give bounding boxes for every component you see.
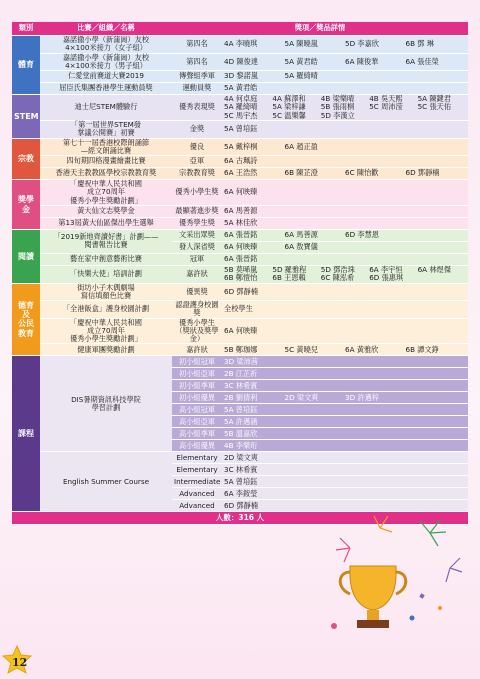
award-name: Intermediate bbox=[172, 476, 222, 488]
table-row bbox=[12, 156, 468, 168]
award-detail-cell bbox=[222, 156, 468, 168]
category-cell: 體育 bbox=[12, 36, 40, 95]
award-detail-cell bbox=[222, 488, 468, 500]
recipient: 2B 江芷祈 bbox=[224, 368, 258, 378]
recipient: 5A 戴梓桐 bbox=[224, 141, 258, 151]
recipient-list bbox=[224, 466, 466, 474]
header-award-detail: 獎項／獎品詳情 bbox=[172, 22, 468, 36]
award-detail-cell bbox=[222, 428, 468, 440]
table-row bbox=[12, 180, 468, 206]
recipient-list bbox=[224, 394, 466, 402]
award-name: Advanced bbox=[172, 500, 222, 512]
award-name: Elementary bbox=[172, 464, 222, 476]
award-detail-cell bbox=[222, 452, 468, 464]
recipient: 6A 王浩然 bbox=[224, 168, 258, 178]
recipient: 6D 鄧靜楠 bbox=[224, 286, 258, 296]
award-detail-cell bbox=[222, 283, 468, 301]
award-name: 認證護身校園獎 bbox=[172, 301, 222, 319]
competition-name: 「全港飯盒」護身校園計劃 bbox=[40, 301, 172, 319]
award-name: 優秀表現獎 bbox=[172, 95, 222, 121]
recipient: 6D 張惠琪 bbox=[369, 273, 404, 283]
recipient: 5D 李嘉欣 bbox=[345, 39, 379, 49]
recipient: 6A 張晉銘 bbox=[224, 254, 258, 264]
total-count: 人數：316 人 bbox=[12, 512, 468, 525]
table-header bbox=[12, 22, 468, 36]
recipient: 6A 古珮詩 bbox=[224, 156, 258, 166]
competition-name: 第13屆黃大仙區傑出學生選舉 bbox=[40, 217, 172, 229]
competition-name: 「第一屆世界STEM發 掌議公開賽」初賽 bbox=[40, 120, 172, 138]
recipient-list bbox=[224, 288, 466, 296]
table-row bbox=[12, 53, 468, 71]
recipient: 5A 黃君皓 bbox=[224, 83, 258, 93]
competition-name: 「慶祝中華人民共和國 成立70周年 優秀小學生獎勵計劃」 bbox=[40, 318, 172, 344]
competition-name: 「慶祝中華人民共和國 成立70周年 優秀小學生獎勵計劃」 bbox=[40, 180, 172, 206]
category-cell: 獎學 金 bbox=[12, 180, 40, 230]
award-detail-cell bbox=[222, 205, 468, 217]
award-name: Advanced bbox=[172, 488, 222, 500]
award-name: 優良 bbox=[172, 138, 222, 156]
table-row bbox=[12, 217, 468, 229]
table-row bbox=[12, 452, 468, 464]
recipient: 5A 羅綺晴 bbox=[284, 71, 318, 81]
page-number: 12 bbox=[12, 656, 28, 669]
award-detail-cell bbox=[222, 95, 468, 121]
recipient: 6A 黃雅欣 bbox=[345, 344, 379, 354]
award-detail-cell bbox=[222, 318, 468, 344]
award-name: 嘉許狀 bbox=[172, 265, 222, 283]
award-detail-cell bbox=[222, 392, 468, 404]
recipient: 5C 温樂馨 bbox=[272, 110, 306, 120]
table-row bbox=[12, 301, 468, 319]
award-name: 初小組亞軍 bbox=[172, 368, 222, 380]
recipient: 6D 鄧靜楠 bbox=[224, 500, 258, 510]
table-row bbox=[12, 83, 468, 95]
awards-page bbox=[12, 22, 468, 525]
recipient: 6C 陳怡歡 bbox=[345, 168, 379, 178]
recipient: 6A 張佳榮 bbox=[405, 56, 439, 66]
recipient: 6B 譚文錚 bbox=[405, 344, 439, 354]
award-name: 優秀學生獎 bbox=[172, 217, 222, 229]
award-name: 運動員獎 bbox=[172, 83, 222, 95]
award-detail-cell bbox=[222, 138, 468, 156]
award-detail-cell bbox=[222, 83, 468, 95]
recipient-list bbox=[224, 370, 466, 378]
recipient-list bbox=[224, 327, 466, 335]
award-name: 嘉許狀 bbox=[172, 344, 222, 356]
category-cell: 宗教 bbox=[12, 138, 40, 180]
recipient: 6A 敖寶儀 bbox=[284, 242, 318, 252]
competition-name: 迪士尼STEM體驗行 bbox=[40, 95, 172, 121]
recipient-list bbox=[224, 243, 466, 251]
competition-name: 健康軍團獎勵計劃 bbox=[40, 344, 172, 356]
recipient-list bbox=[224, 95, 466, 120]
recipient: 6C 陳泓希 bbox=[320, 273, 355, 283]
recipient: 全校學生 bbox=[224, 304, 253, 314]
award-detail-cell bbox=[222, 464, 468, 476]
category-cell: 德育 及 公民 教育 bbox=[12, 283, 40, 356]
recipient-list bbox=[224, 478, 466, 486]
competition-name: 街坊小子木偶劇場 寫信填顏色比賽 bbox=[40, 283, 172, 301]
recipient-list bbox=[224, 255, 466, 263]
recipient-list bbox=[224, 358, 466, 366]
table-row bbox=[12, 265, 468, 283]
recipient-list bbox=[224, 157, 466, 165]
award-detail-cell bbox=[222, 180, 468, 206]
competition-name: 仁愛堂前賽道大賽2019 bbox=[40, 71, 172, 83]
recipient: 6A 何映臻 bbox=[224, 187, 258, 197]
recipient-list bbox=[224, 442, 466, 450]
competition-name: 「快樂大使」培訓計劃 bbox=[40, 265, 172, 283]
award-name: 初小組優異 bbox=[172, 392, 222, 404]
competition-name: 「2019新地齊讀好書」計劃—— 閱書報告比賽 bbox=[40, 229, 172, 253]
category-cell: 閱讀 bbox=[12, 229, 40, 283]
award-name: 冠軍 bbox=[172, 253, 222, 265]
recipient: 5A 陳曉嵐 bbox=[284, 39, 318, 49]
award-detail-cell bbox=[222, 217, 468, 229]
table-row bbox=[12, 344, 468, 356]
table-row bbox=[12, 253, 468, 265]
recipient: 6A 馬善源 bbox=[284, 230, 318, 240]
recipient: 5A 曾培鈺 bbox=[224, 124, 258, 134]
recipient: 5B 溫嘉欣 bbox=[224, 428, 258, 438]
recipient: 6A 何映臻 bbox=[224, 242, 258, 252]
award-name: 亞軍 bbox=[172, 156, 222, 168]
recipient: 6A 趙正盈 bbox=[284, 141, 318, 151]
recipient: 5A 林佳欣 bbox=[224, 218, 258, 228]
recipient-list bbox=[224, 143, 466, 151]
recipient: 5D 鄧浩珠 bbox=[320, 264, 355, 274]
award-name: 宗教教育獎 bbox=[172, 168, 222, 180]
award-name: 高小組冠軍 bbox=[172, 404, 222, 416]
recipient-list bbox=[224, 188, 466, 196]
table-row bbox=[12, 283, 468, 301]
recipient: 6A 林煜傑 bbox=[417, 264, 451, 274]
recipient: 5C 張天佑 bbox=[417, 102, 452, 112]
recipient: 4B 梁樂晴 bbox=[320, 94, 355, 104]
recipient: 4A 李曉琪 bbox=[224, 39, 258, 49]
table-row bbox=[12, 318, 468, 344]
recipient-list bbox=[224, 58, 466, 66]
recipient: 6A 李宇恒 bbox=[369, 264, 403, 274]
recipient: 3D 許邁梓 bbox=[345, 392, 379, 402]
recipient-list bbox=[224, 490, 466, 498]
competition-name: 香港天主教教區學校宗教教育獎 bbox=[40, 168, 172, 180]
award-detail-cell bbox=[222, 476, 468, 488]
table-row bbox=[12, 205, 468, 217]
category-cell: 課程 bbox=[12, 356, 40, 512]
award-detail-cell bbox=[222, 404, 468, 416]
recipient: 3D 黎諾嵐 bbox=[224, 71, 258, 81]
trophy-illustration bbox=[320, 508, 465, 638]
award-name: 優秀小學生 （獎狀及獎學金） bbox=[172, 318, 222, 344]
recipient-list bbox=[224, 346, 466, 354]
recipient: 4A 何卓庭 bbox=[224, 94, 258, 104]
competition-name: 第七十一屆香港校際朗誦節 —經文朗誦比賽 bbox=[40, 138, 172, 156]
recipient: 5B 鄭珈娜 bbox=[224, 344, 258, 354]
competition-name: 嘉諾撒小學（新蒲崗）友校 4×100米接力（男子組） bbox=[40, 53, 172, 71]
award-name: Elementary bbox=[172, 452, 222, 464]
recipient-list bbox=[224, 430, 466, 438]
table-row bbox=[12, 168, 468, 180]
recipient-list bbox=[224, 305, 466, 313]
table-row bbox=[12, 71, 468, 83]
award-name: 高小組季軍 bbox=[172, 428, 222, 440]
recipient: 6B 鄭愷怡 bbox=[224, 273, 258, 283]
recipient: 6A 張晉銘 bbox=[224, 230, 258, 240]
recipient: 5A 曾培鈺 bbox=[224, 404, 258, 414]
award-name: 第四名 bbox=[172, 36, 222, 54]
recipient-list bbox=[224, 454, 466, 462]
award-detail-cell bbox=[222, 344, 468, 356]
recipient-list bbox=[224, 266, 466, 283]
competition-name: 黃大仙文志獎學金 bbox=[40, 205, 172, 217]
recipient-list bbox=[224, 418, 466, 426]
recipient-list bbox=[224, 125, 466, 133]
recipient-list bbox=[224, 40, 466, 48]
recipient: 5D 李漢立 bbox=[320, 110, 355, 120]
recipient: 4D 陳俊達 bbox=[224, 56, 258, 66]
recipient-list bbox=[224, 231, 466, 239]
award-detail-cell bbox=[222, 368, 468, 380]
recipient: 2D 梁文爽 bbox=[284, 392, 319, 402]
table-row bbox=[12, 356, 468, 368]
recipient: 6D 鄧靜楠 bbox=[405, 168, 440, 178]
award-name: 發人深省獎 bbox=[172, 241, 222, 253]
recipient: 6B 王恩賴 bbox=[272, 273, 306, 283]
table-row bbox=[12, 138, 468, 156]
recipient-list bbox=[224, 382, 466, 390]
award-detail-cell bbox=[222, 229, 468, 241]
recipient: 2B 劉倩利 bbox=[224, 392, 258, 402]
award-name: 優秀小學生獎 bbox=[172, 180, 222, 206]
recipient: 6A 陳俊華 bbox=[345, 56, 379, 66]
award-name: 高小組亞軍 bbox=[172, 416, 222, 428]
award-name: 金獎 bbox=[172, 120, 222, 138]
competition-name: DIS暑期資訊科技學院 學習計劃 bbox=[40, 356, 172, 452]
award-detail-cell bbox=[222, 120, 468, 138]
recipient: 6A 馬善源 bbox=[224, 206, 258, 216]
recipient: 5B 張雨桐 bbox=[320, 102, 355, 112]
recipient: 6B 陳芷澄 bbox=[284, 168, 318, 178]
recipient: 5C 周沛滢 bbox=[369, 102, 403, 112]
award-detail-cell bbox=[222, 253, 468, 265]
award-name: 第四名 bbox=[172, 53, 222, 71]
recipient: 2D 梁文爽 bbox=[224, 452, 258, 462]
recipient: 5A 羅綺晴 bbox=[224, 102, 258, 112]
recipient: 5A 陳鍵君 bbox=[417, 94, 451, 104]
recipient: 5A 許邁涵 bbox=[224, 416, 258, 426]
award-detail-cell bbox=[222, 71, 468, 83]
awards-table bbox=[12, 22, 468, 525]
table-body bbox=[12, 36, 468, 512]
recipient: 5A 梁梓謙 bbox=[272, 102, 306, 112]
award-detail-cell bbox=[222, 168, 468, 180]
award-name: 優異獎 bbox=[172, 283, 222, 301]
award-detail-cell bbox=[222, 356, 468, 368]
recipient: 6D 李慧恩 bbox=[345, 230, 379, 240]
recipient-list bbox=[224, 207, 466, 215]
recipient-list bbox=[224, 72, 466, 80]
award-name: 初小組冠軍 bbox=[172, 356, 222, 368]
recipient: 4A 蘇澤和 bbox=[272, 94, 306, 104]
recipient-list bbox=[224, 84, 466, 92]
recipient: 3C 林希賓 bbox=[224, 464, 258, 474]
recipient: 6B 鄧 琳 bbox=[405, 39, 434, 49]
recipient: 3D 梁沛茜 bbox=[224, 356, 258, 366]
award-detail-cell bbox=[222, 241, 468, 253]
recipient-list bbox=[224, 406, 466, 414]
table-row bbox=[12, 229, 468, 241]
recipient: 6A 何映臻 bbox=[224, 325, 258, 335]
recipient: 5D 羅雅程 bbox=[272, 264, 307, 274]
recipient: 6A 李銨瑩 bbox=[224, 488, 258, 498]
award-detail-cell bbox=[222, 416, 468, 428]
recipient: 5B 莫晞嵐 bbox=[224, 264, 258, 274]
award-detail-cell bbox=[222, 380, 468, 392]
header-competition: 比賽／組織／名稱 bbox=[40, 22, 172, 36]
recipient: 5A 黃君皓 bbox=[284, 56, 318, 66]
award-name: 高小組優異 bbox=[172, 440, 222, 452]
recipient-list bbox=[224, 219, 466, 227]
award-name: 初小組季軍 bbox=[172, 380, 222, 392]
recipient: 5C 馬宇杰 bbox=[224, 110, 258, 120]
award-name: 最顯著進步獎 bbox=[172, 205, 222, 217]
award-detail-cell bbox=[222, 53, 468, 71]
award-detail-cell bbox=[222, 265, 468, 283]
competition-name: 屈臣氏集團香港學生運動員獎 bbox=[40, 83, 172, 95]
competition-name: 四旬期四格漫畫繪畫比賽 bbox=[40, 156, 172, 168]
table-row bbox=[12, 95, 468, 121]
recipient: 3C 林希賓 bbox=[224, 380, 258, 390]
table-row bbox=[12, 120, 468, 138]
award-detail-cell bbox=[222, 440, 468, 452]
recipient: 5A 曾培鈺 bbox=[224, 476, 258, 486]
table-row bbox=[12, 36, 468, 54]
competition-name: 藝在家中創意藝術比賽 bbox=[40, 253, 172, 265]
recipient: 5C 黃曉兒 bbox=[284, 344, 318, 354]
award-detail-cell bbox=[222, 301, 468, 319]
competition-name: 嘉諾撒小學（新蒲崗）友校 4×100米接力（女子組） bbox=[40, 36, 172, 54]
award-name: 文采出眾獎 bbox=[172, 229, 222, 241]
recipient: 4B 李樂珩 bbox=[224, 440, 258, 450]
competition-name: English Summer Course bbox=[40, 452, 172, 512]
award-detail-cell bbox=[222, 36, 468, 54]
recipient: 4B 吳天熙 bbox=[369, 94, 403, 104]
recipient-list bbox=[224, 169, 466, 177]
category-cell: STEM bbox=[12, 95, 40, 138]
award-name: 傳聲組季軍 bbox=[172, 71, 222, 83]
header-category: 類別 bbox=[12, 22, 40, 36]
